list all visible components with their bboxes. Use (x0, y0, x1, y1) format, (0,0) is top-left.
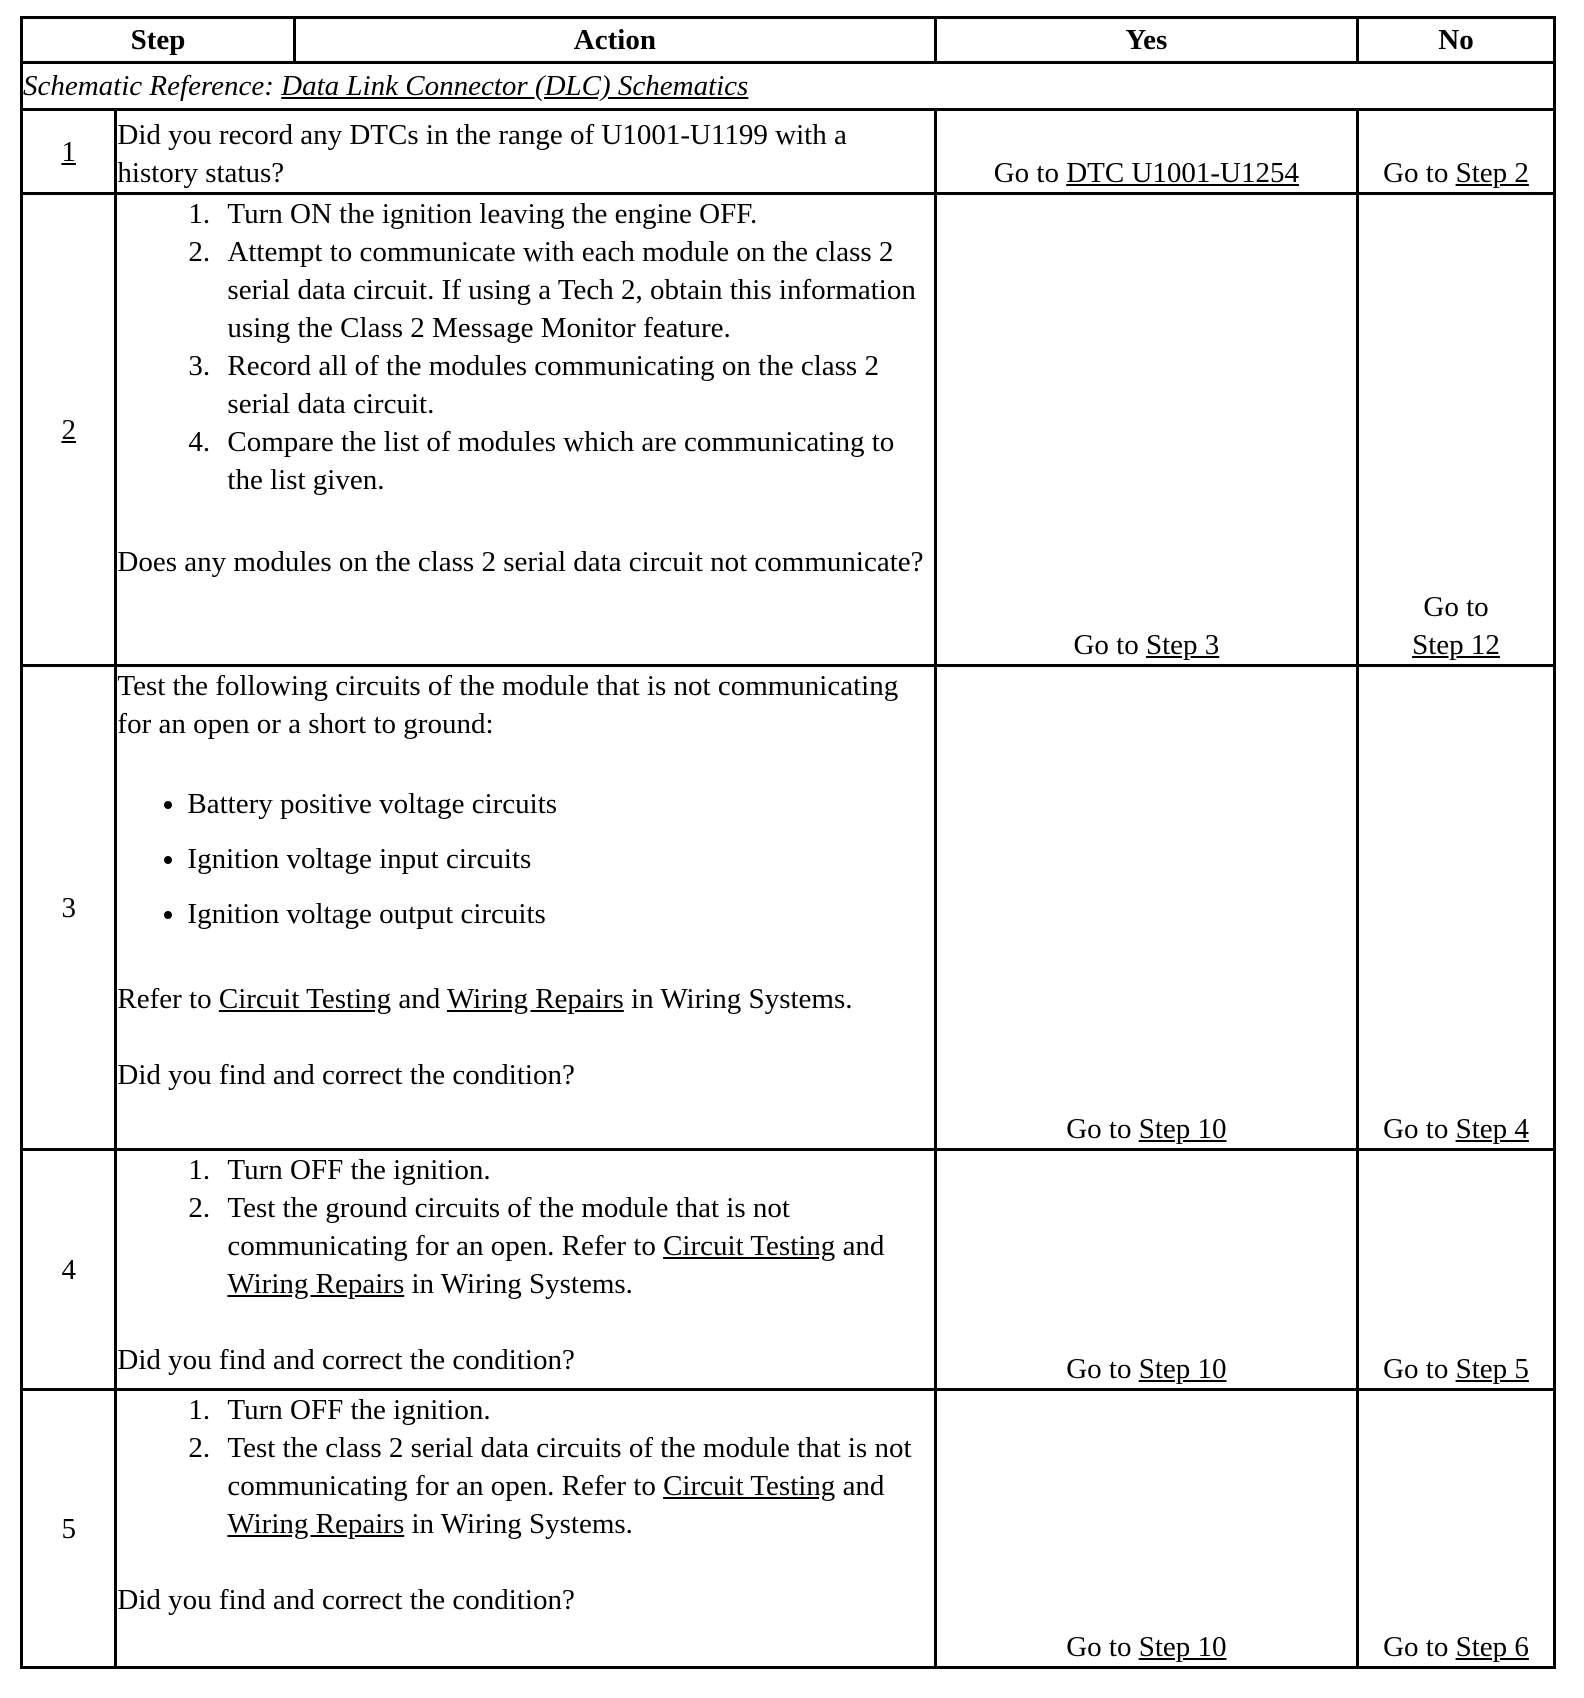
step-3-bullet-2: • Ignition voltage input circuits (187, 840, 933, 878)
step-1-no-link[interactable]: Step 2 (1455, 157, 1529, 189)
step-number-1 (22, 110, 116, 194)
step-2-item-3: 3. Record all of the modules communicating on the class 2 serial data circuit. (217, 347, 933, 423)
step-4-no: Go to Step 5 (1358, 1150, 1555, 1390)
step-5-yes: Go to Step 10 (935, 1390, 1357, 1668)
step-4-list (117, 1151, 933, 1303)
step-4-item-1: 1. Turn OFF the ignition. (217, 1151, 933, 1189)
step-4-no-link[interactable]: Step 5 (1455, 1353, 1529, 1385)
wiring-repairs-link-5[interactable]: Wiring Repairs (227, 1508, 405, 1540)
wiring-repairs-link-4[interactable]: Wiring Repairs (227, 1268, 405, 1300)
step-row-1 (22, 110, 1555, 194)
step-4-yes: Go to Step 10 (935, 1150, 1357, 1390)
step-4-action (116, 1150, 935, 1390)
step-5-list (117, 1391, 933, 1543)
header-row (22, 18, 1555, 63)
step-5-action (116, 1390, 935, 1668)
step-2-no: Go to Step 12 (1358, 194, 1555, 666)
step-3-bullet-1: • Battery positive voltage circuits (187, 785, 933, 823)
step-number-5: 5 (22, 1390, 116, 1668)
circuit-testing-link-4[interactable]: Circuit Testing (663, 1230, 836, 1262)
circuit-testing-link-5[interactable]: Circuit Testing (663, 1470, 836, 1502)
step-3-refer: Refer to Circuit Testing and Wiring Repairs in Wiring Systems. (117, 983, 853, 1015)
step-2-no-link[interactable]: Step 12 (1412, 629, 1500, 661)
step-2-item-1: 1. Turn ON the ignition leaving the engine OFF. (217, 195, 933, 233)
header-no: No (1358, 18, 1555, 63)
step-2-item-4: 4. Compare the list of modules which are communicating to the list given. (217, 423, 933, 499)
step-3-intro: Test the following circuits of the module that is not communicating for an open or a short to ground: (117, 670, 899, 740)
circuit-testing-link-3[interactable]: Circuit Testing (218, 983, 392, 1015)
step-2-link[interactable]: 2 (61, 413, 76, 446)
step-3-bullet-3: • Ignition voltage output circuits (187, 895, 933, 933)
step-3-no-link[interactable]: Step 4 (1455, 1113, 1529, 1145)
step-row-2 (22, 194, 1555, 666)
step-row-3 (22, 666, 1555, 1150)
step-5-no-link[interactable]: Step 6 (1455, 1631, 1529, 1663)
step-1-no: Go to Step 2 (1358, 110, 1555, 194)
step-3-question: Did you find and correct the condition? (117, 1059, 575, 1091)
step-row-5 (22, 1390, 1555, 1668)
step-5-item-1: 1. Turn OFF the ignition. (217, 1391, 933, 1429)
header-yes: Yes (935, 18, 1357, 63)
step-2-question: Does any modules on the class 2 serial data circuit not communicate? (117, 546, 924, 578)
step-1-question: Did you record any DTCs in the range of U1001-U1199 with a history status? (117, 119, 847, 189)
step-1-yes: Go to DTC U1001-U1254 (935, 110, 1357, 194)
step-3-yes-link[interactable]: Step 10 (1138, 1113, 1227, 1145)
schematic-reference-label: Schematic Reference: (23, 70, 282, 102)
diagnostic-table (20, 16, 1556, 1669)
header-step: Step (22, 18, 295, 63)
step-number-3: 3 (22, 666, 116, 1150)
step-4-question: Did you find and correct the condition? (117, 1344, 575, 1376)
schematic-reference (22, 63, 1555, 110)
step-2-yes-link[interactable]: Step 3 (1145, 629, 1220, 661)
step-1-link[interactable]: 1 (61, 135, 76, 168)
step-3-no: Go to Step 4 (1358, 666, 1555, 1150)
schematic-reference-link[interactable]: Data Link Connector (DLC) Schematics (281, 70, 749, 102)
wiring-repairs-link-3[interactable]: Wiring Repairs (446, 983, 624, 1015)
step-5-item-2: 2. Test the class 2 serial data circuits of the module that is not communicating for an open. Refer to Circuit Testing and Wiring Repairs in Wiring Systems. (217, 1429, 933, 1543)
step-1-action (116, 110, 935, 194)
step-5-yes-link[interactable]: Step 10 (1138, 1631, 1227, 1663)
step-2-action (116, 194, 935, 666)
step-2-yes: Go to Step 3 (935, 194, 1357, 666)
step-2-item-2: 2. Attempt to communicate with each module on the class 2 serial data circuit. If using a Tech 2, obtain this information using the Class 2 Message Monitor feature. (217, 233, 933, 347)
step-2-list (117, 195, 933, 499)
step-1-yes-link[interactable]: DTC U1001-U1254 (1066, 157, 1299, 189)
step-4-item-2: 2. Test the ground circuits of the module that is not communicating for an open. Refer to Circuit Testing and Wiring Repairs in Wiring Systems. (217, 1189, 933, 1303)
step-row-4 (22, 1150, 1555, 1390)
header-action: Action (295, 18, 936, 63)
step-number-4: 4 (22, 1150, 116, 1390)
step-5-no: Go to Step 6 (1358, 1390, 1555, 1668)
step-4-yes-link[interactable]: Step 10 (1138, 1353, 1227, 1385)
step-3-action (116, 666, 935, 1150)
step-3-yes: Go to Step 10 (935, 666, 1357, 1150)
step-number-2 (22, 194, 116, 666)
step-5-question: Did you find and correct the condition? (117, 1584, 575, 1616)
schematic-reference-row (22, 63, 1555, 110)
step-3-bullets (117, 785, 933, 933)
